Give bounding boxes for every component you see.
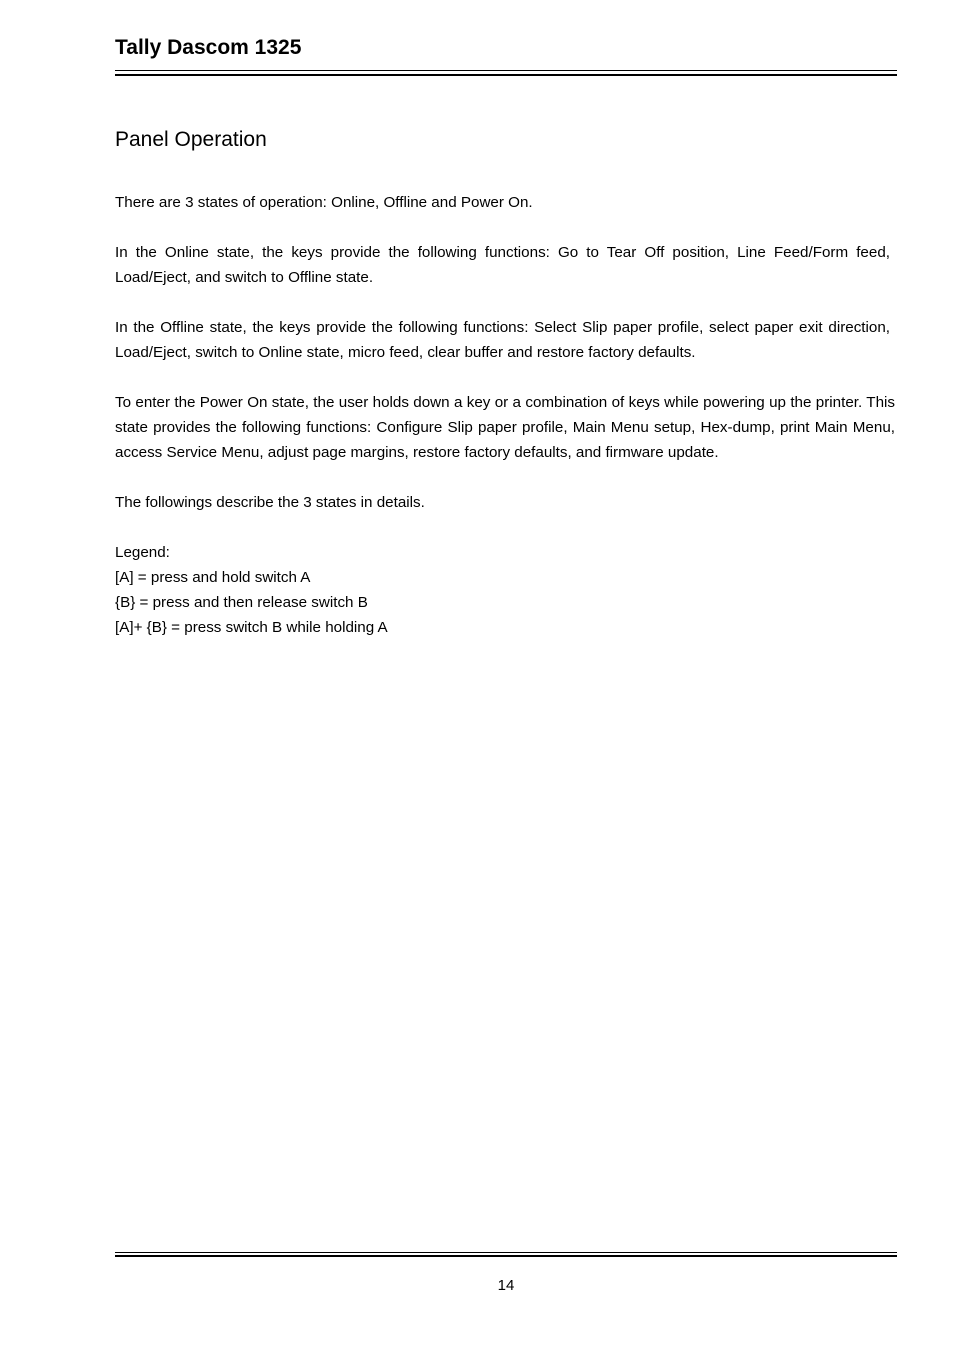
paragraph-offline-state: In the Offline state, the keys provide the following functions: Select Slip paper profile, select paper exit direction, Load/Eject, switch to Online state, micro feed, clear buffer and restore factory defaults.: [115, 319, 890, 361]
paragraph-states-overview: There are 3 states of operation: Online, Offline and Power On.: [115, 194, 533, 211]
page-number: 14: [497, 1277, 515, 1294]
legend-item: [A] = press and hold switch A: [115, 569, 311, 586]
section-title: Panel Operation: [115, 128, 267, 151]
legend-block: [115, 540, 890, 640]
legend-heading: Legend:: [115, 544, 170, 561]
paragraph-details-intro: The followings describe the 3 states in details.: [115, 494, 425, 511]
paragraph-power-on-state: To enter the Power On state, the user holds down a key or a combination of keys while powering up the printer. This state provides the following functions: Configure Slip paper profile, Main Menu setup, Hex-dump, print Main Menu, access Service Menu, adjust page margins, restore factory defaults, and firmware update.: [115, 394, 895, 461]
footer-rule-thin: [115, 1252, 897, 1253]
paragraph-online-state: In the Online state, the keys provide the following functions: Go to Tear Off position, Line Feed/Form feed, Load/Eject, and switch to Offline state.: [115, 244, 890, 286]
header-rule-thick: [115, 74, 897, 76]
legend-item: {B} = press and then release switch B: [115, 594, 368, 611]
header-rule-thin: [115, 70, 897, 71]
footer-rule-thick: [115, 1255, 897, 1257]
document-header-title: Tally Dascom 1325: [115, 36, 302, 59]
legend-item: [A]+ {B} = press switch B while holding A: [115, 619, 388, 636]
